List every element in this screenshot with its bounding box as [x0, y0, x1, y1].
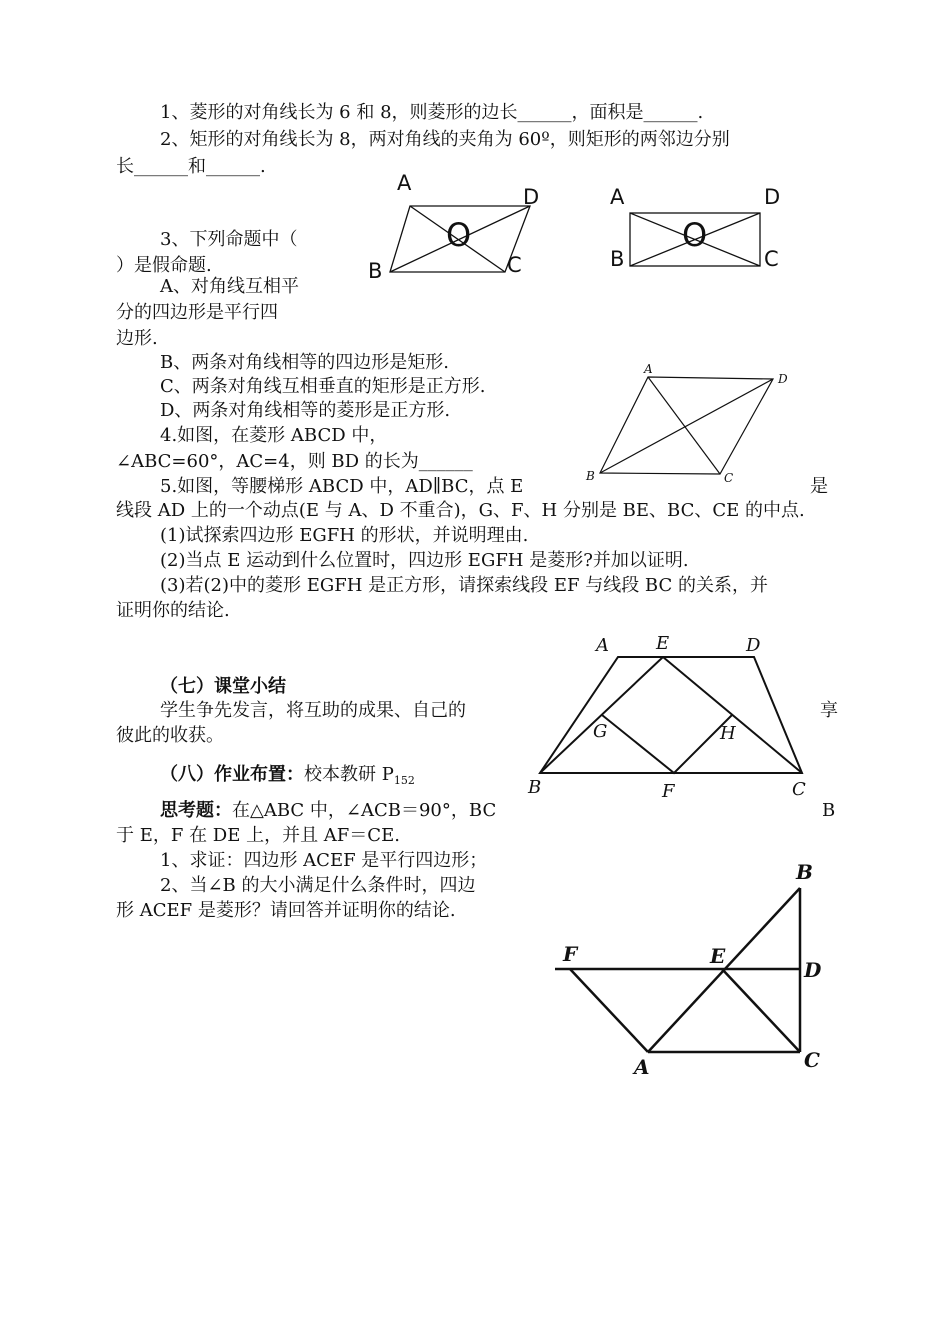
q3-option-b: B、两条对角线相等的四边形是矩形.: [160, 352, 449, 373]
label-d: D: [523, 185, 540, 209]
label-d: D: [764, 185, 781, 209]
think-text: 在△ABC 中，∠ACB＝90°，BC: [232, 800, 497, 821]
q3-text-line1: 3、下列命题中（: [160, 229, 298, 250]
segment-eb: [540, 657, 663, 773]
segment-ec: [663, 657, 802, 773]
q2-text-line2: 长______和______.: [116, 156, 266, 177]
q3-option-a-line3: 边形.: [116, 328, 158, 349]
label-a: A: [634, 1055, 650, 1079]
trapezoid-shape: [540, 657, 802, 773]
section8-text: 校本教研 P: [304, 764, 394, 785]
q5-text-line1-end: 是: [810, 476, 828, 497]
label-c: C: [804, 1048, 820, 1072]
section8-title: （八）作业布置：: [160, 764, 304, 785]
label-h: H: [720, 723, 736, 744]
q3-option-c: C、两条对角线互相垂直的矩形是正方形.: [160, 376, 486, 397]
think-line1-end: B: [822, 800, 836, 821]
label-a: A: [397, 171, 412, 195]
think-line1: [160, 800, 496, 822]
rhombus-diagonal-ac: [648, 377, 720, 474]
label-a: A: [610, 185, 625, 209]
q3-text-line2: ）是假命题.: [116, 255, 212, 276]
q5-part2: (2)当点 E 运动到什么位置时，四边形 EGFH 是菱形?并加以证明.: [160, 550, 689, 571]
section8-page-subscript: 152: [393, 774, 415, 787]
label-d: D: [746, 635, 761, 656]
label-a: A: [644, 362, 653, 376]
segment-ec: [722, 969, 800, 1052]
label-b: B: [796, 860, 813, 884]
think-question2-line1: 2、当∠B 的大小满足什么条件时，四边: [160, 875, 476, 896]
parallelogram-figure: [360, 170, 560, 285]
section7-text-line2: 彼此的收获。: [116, 725, 224, 746]
q1-text: 1、菱形的对角线长为 6 和 8，则菱形的边长______，面积是______.: [160, 102, 704, 123]
q5-text-line1: 5.如图，等腰梯形 ABCD 中，AD∥BC，点 E: [160, 476, 524, 497]
think-line2: 于 E，F 在 DE 上，并且 AF＝CE.: [116, 825, 400, 846]
label-c: C: [507, 253, 522, 277]
segment-fa: [570, 969, 648, 1052]
triangle-figure: [550, 855, 830, 1080]
q3-option-d: D、两条对角线相等的菱形是正方形.: [160, 400, 451, 421]
label-o: O: [446, 216, 472, 254]
think-question2-line2: 形 ACEF 是菱形？请回答并证明你的结论.: [116, 900, 456, 921]
segments-gf-fh: [602, 715, 732, 773]
label-c: C: [724, 471, 734, 485]
think-title: 思考题：: [160, 800, 232, 821]
label-b: B: [610, 247, 625, 271]
label-e: E: [710, 944, 726, 968]
label-b: B: [586, 469, 595, 483]
q5-part3-line1: (3)若(2)中的菱形 EGFH 是正方形，请探索线段 EF 与线段 BC 的关系，并: [160, 575, 768, 596]
label-g: G: [593, 721, 608, 742]
rhombus-figure: [580, 360, 800, 485]
label-c: C: [792, 779, 806, 800]
q5-text-line2: 线段 AD 上的一个动点(E 与 A、D 不重合)，G、F、H 分别是 BE、BC、CE 的中点.: [116, 500, 805, 521]
q5-part1: (1)试探索四边形 EGFH 的形状，并说明理由.: [160, 525, 529, 546]
label-d: D: [804, 958, 822, 982]
section7-text-line1-end: 享: [820, 700, 838, 721]
q2-text-line1: 2、矩形的对角线长为 8，两对角线的夹角为 60º，则矩形的两邻边分别: [160, 129, 730, 150]
label-c: C: [764, 247, 779, 271]
q5-part3-line2: 证明你的结论.: [116, 600, 230, 621]
label-b: B: [528, 777, 542, 798]
label-b: B: [368, 259, 383, 283]
label-e: E: [656, 633, 670, 654]
q4-text-line2: ∠ABC=60°，AC=4，则 BD 的长为______: [116, 451, 473, 472]
section8-line: [160, 764, 415, 788]
label-o: O: [682, 216, 708, 254]
q3-option-a-line1: A、对角线互相平: [160, 276, 299, 297]
label-f: F: [662, 781, 675, 802]
label-a: A: [596, 635, 609, 656]
label-f: F: [563, 942, 578, 966]
label-d: D: [778, 372, 788, 386]
section7-title: （七）课堂小结: [160, 676, 286, 697]
think-question1: 1、求证：四边形 ACEF 是平行四边形；: [160, 850, 488, 871]
q4-text-line1: 4.如图，在菱形 ABCD 中，: [160, 425, 388, 446]
trapezoid-figure: [520, 625, 820, 805]
rectangle-figure: [600, 180, 800, 280]
section7-text-line1: 学生争先发言，将互助的成果、自己的: [160, 700, 466, 721]
q3-option-a-line2: 分的四边形是平行四: [116, 302, 278, 323]
